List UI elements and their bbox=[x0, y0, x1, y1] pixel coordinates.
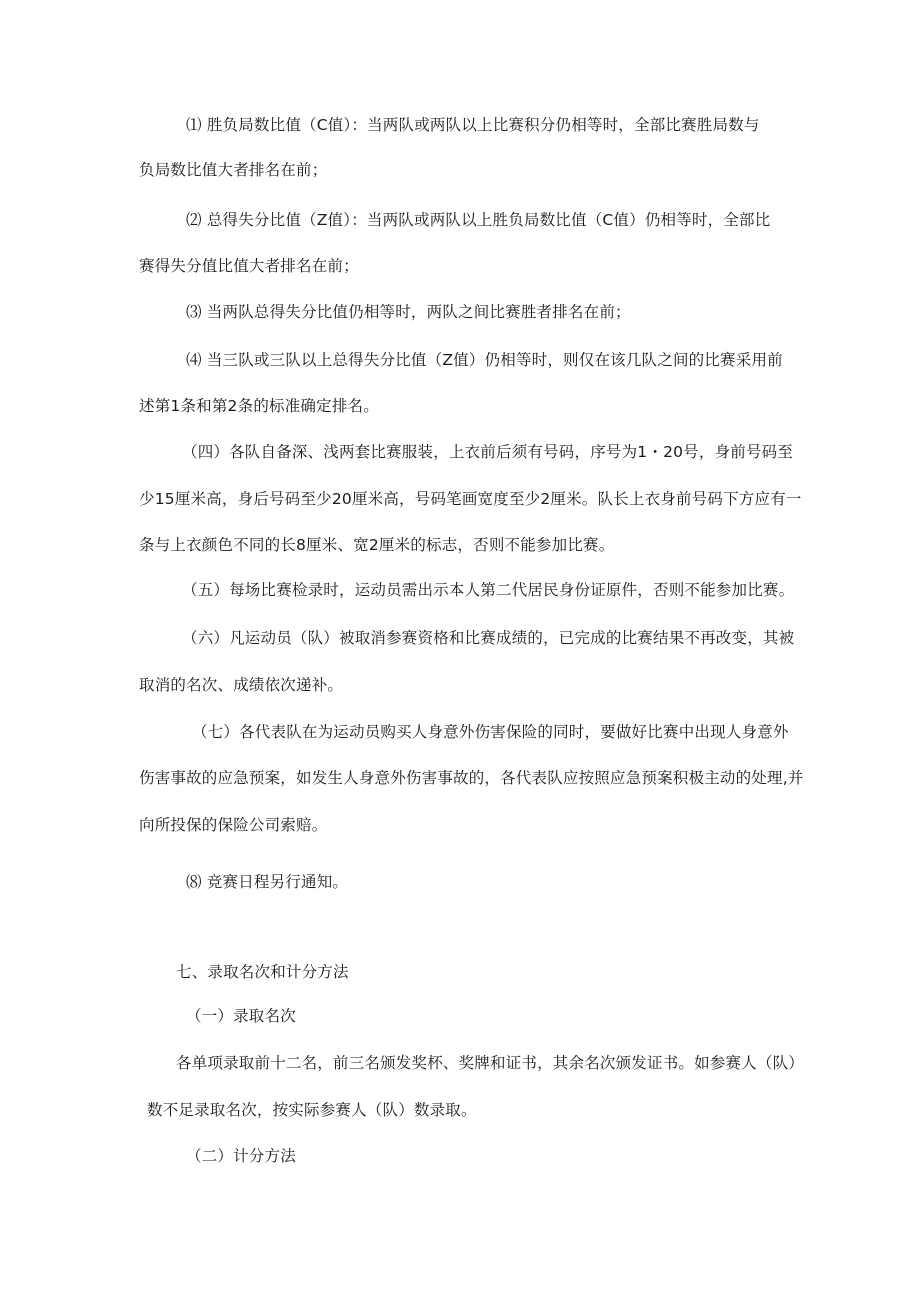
subheading-scoring-method: （二）计分方法 bbox=[186, 1147, 296, 1165]
paragraph-uniforms-line-3: 条与上衣颜色不同的长8厘米、宽2厘米的标志，否则不能参加比赛。 bbox=[139, 536, 615, 554]
paragraph-check-in: （五）每场比赛检录时，运动员需出示本人第二代居民身份证原件，否则不能参加比赛。 bbox=[182, 581, 795, 599]
paragraph-uniforms-line-2: 少15厘米高，身后号码至少20厘米高，号码笔画宽度至少2厘米。队长上衣身前号码下方应有一 bbox=[139, 490, 802, 508]
paragraph-tiebreak-z-value-line-2: 赛得失分值比值大者排名在前； bbox=[139, 257, 359, 275]
paragraph-tiebreak-head-to-head: ⑶ 当两队总得失分比值仍相等时，两队之间比赛胜者排名在前； bbox=[186, 303, 631, 321]
paragraph-tiebreak-z-value-line-1: ⑵ 总得失分比值（Z值）：当两队或两队以上胜负局数比值（C值）仍相等时，全部比 bbox=[186, 211, 771, 229]
subheading-ranking: （一）录取名次 bbox=[186, 1007, 296, 1025]
paragraph-insurance-line-3: 向所投保的保险公司索赔。 bbox=[139, 816, 328, 834]
paragraph-uniforms-line-1: （四）各队自备深、浅两套比赛服装，上衣前后须有号码，序号为1・20号，身前号码至 bbox=[182, 443, 794, 461]
paragraph-disqualification-line-1: （六）凡运动员（队）被取消参赛资格和比赛成绩的，已完成的比赛结果不再改变，其被 bbox=[182, 629, 795, 647]
paragraph-tiebreak-c-value-line-1: ⑴ 胜负局数比值（C值）：当两队或两队以上比赛积分仍相等时，全部比赛胜局数与 bbox=[186, 116, 760, 134]
paragraph-tiebreak-c-value-line-2: 负局数比值大者排名在前； bbox=[139, 161, 328, 179]
paragraph-insurance-line-1: （七）各代表队在为运动员购买人身意外伤害保险的同时，要做好比赛中出现人身意外 bbox=[192, 723, 789, 741]
paragraph-disqualification-line-2: 取消的名次、成绩依次递补。 bbox=[139, 676, 344, 694]
paragraph-awards-line-1: 各单项录取前十二名，前三名颁发奖杯、奖牌和证书，其余名次颁发证书。如参赛人（队） bbox=[176, 1054, 805, 1072]
paragraph-tiebreak-three-teams-line-1: ⑷ 当三队或三队以上总得失分比值（Z值）仍相等时，则仅在该几队之间的比赛采用前 bbox=[186, 351, 783, 369]
paragraph-insurance-line-2: 伤害事故的应急预案，如发生人身意外伤害事故的，各代表队应按照应急预案积极主动的处理,并 bbox=[139, 769, 804, 787]
paragraph-awards-line-2: 数不足录取名次，按实际参赛人（队）数录取。 bbox=[147, 1101, 477, 1119]
paragraph-schedule: ⑻ 竞赛日程另行通知。 bbox=[186, 873, 349, 891]
paragraph-tiebreak-three-teams-line-2: 述第1条和第2条的标准确定排名。 bbox=[139, 397, 379, 415]
section-heading-ranking-scoring: 七、录取名次和计分方法 bbox=[176, 963, 349, 981]
